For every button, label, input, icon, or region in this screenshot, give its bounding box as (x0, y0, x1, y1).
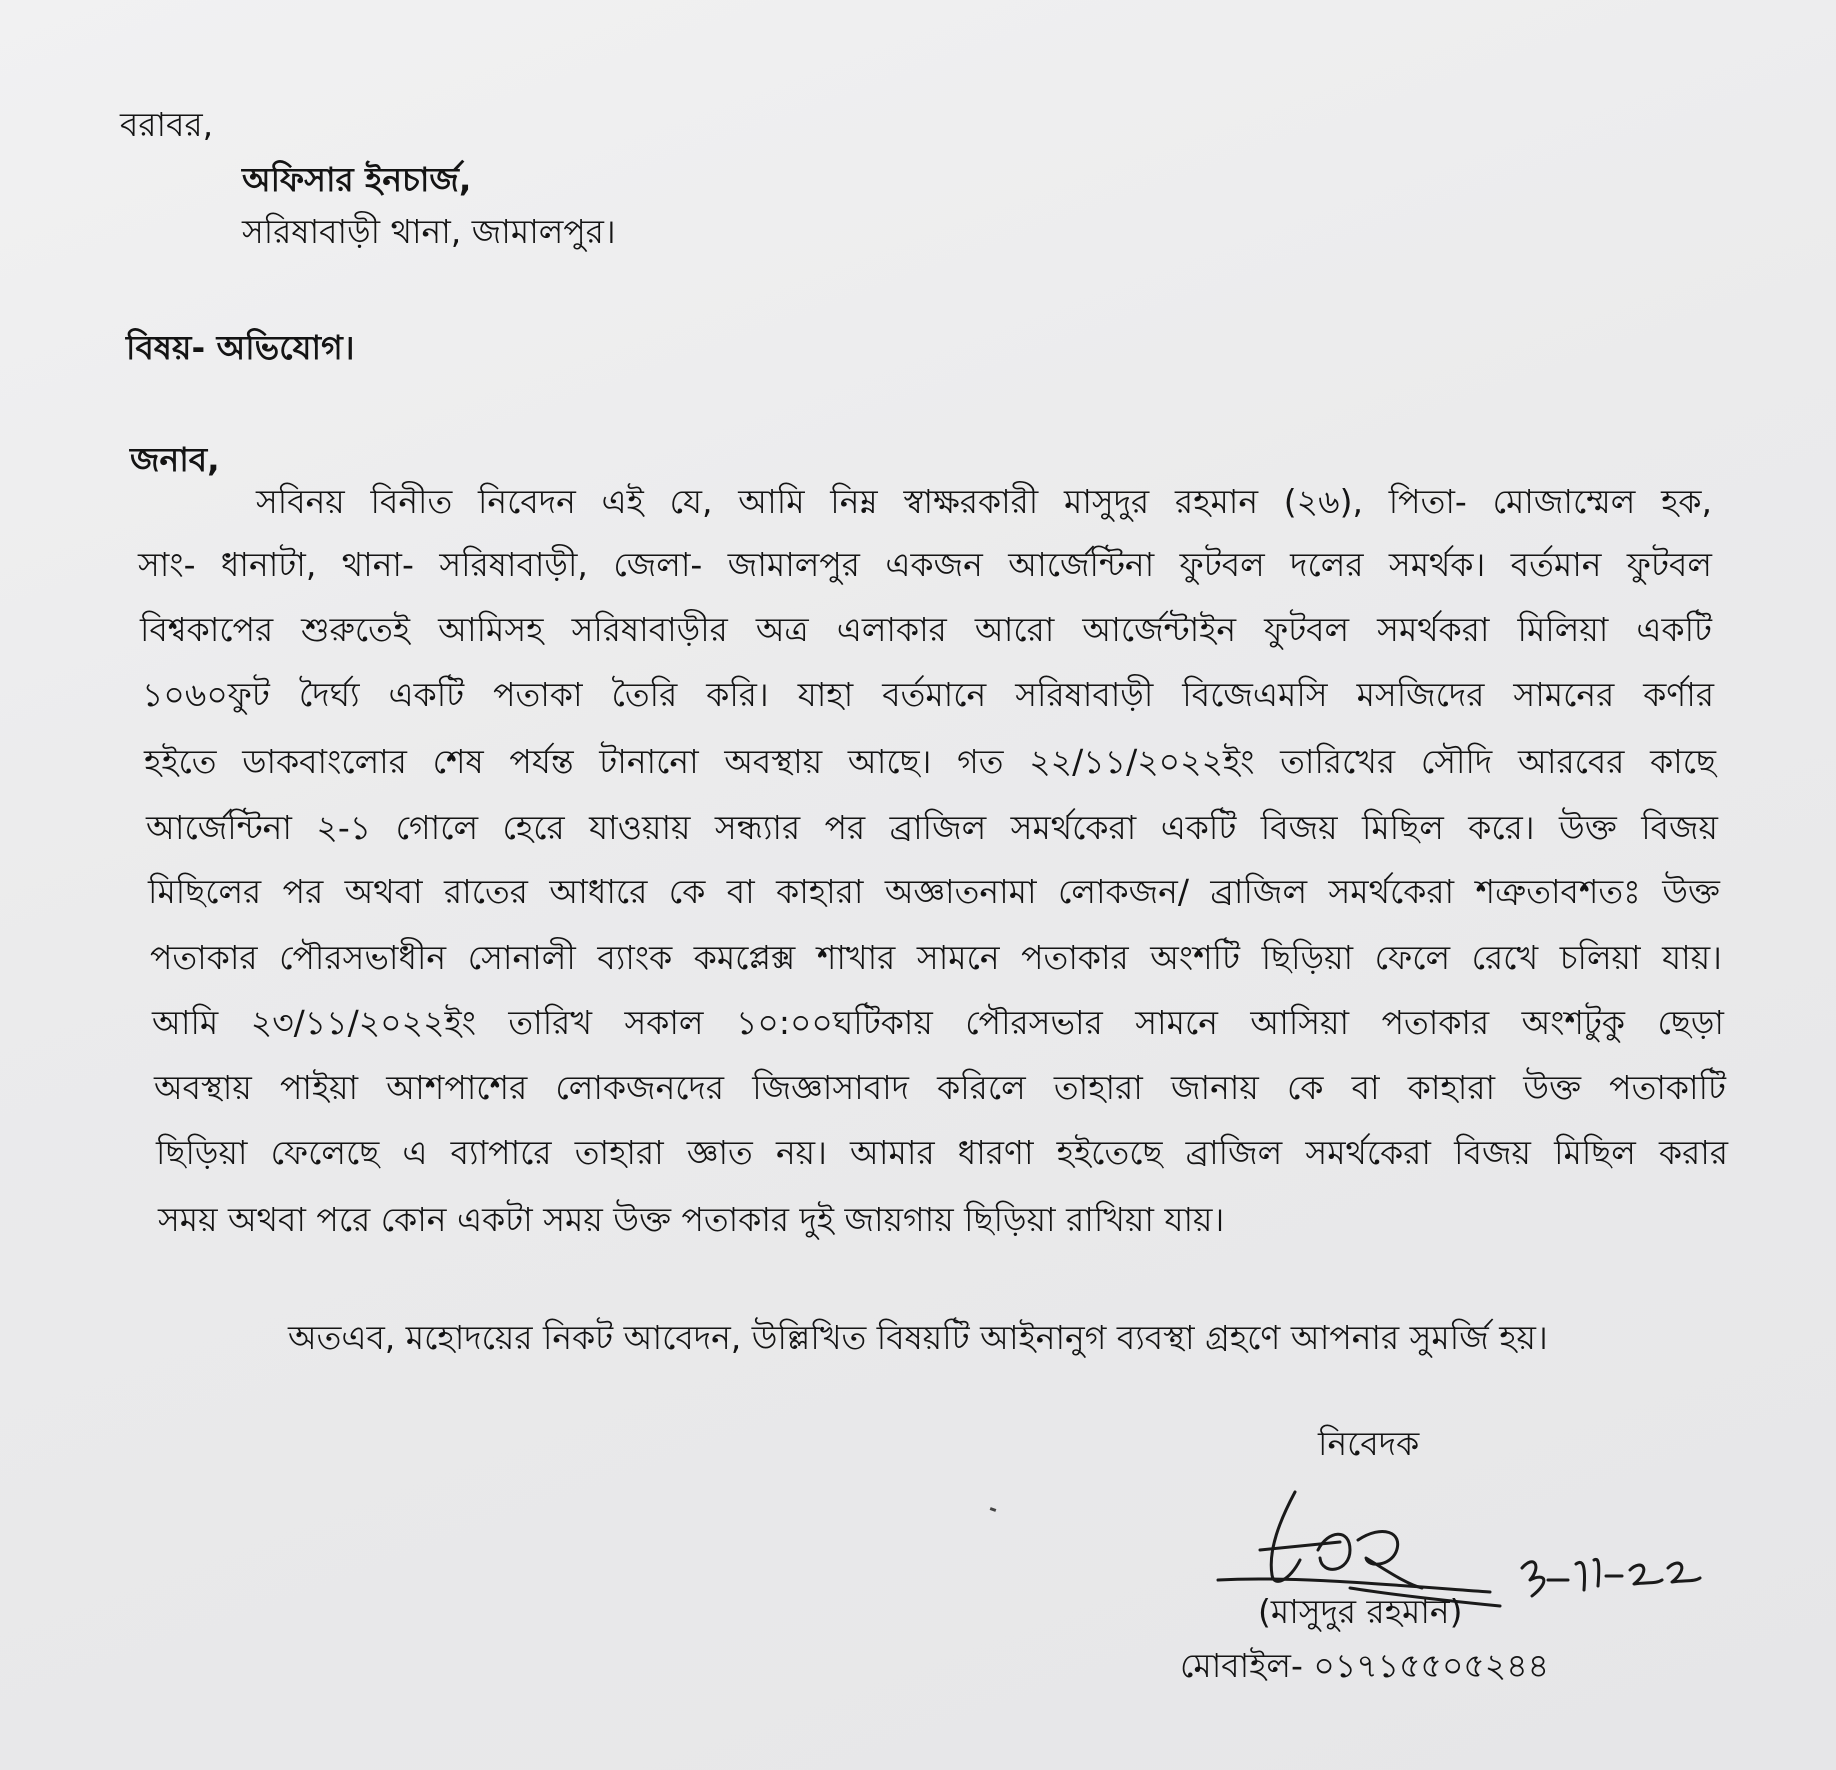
body-line-4: ১০৬০ফুট দৈর্ঘ্য একটি পতাকা তৈরি করি। যাহা বর্তমানে সরিষাবাড়ী বিজেএমসি মসজিদের সামনের কর্ণার (142, 675, 1714, 714)
recipient-address: সরিষাবাড়ী থানা, জামালপুর। (242, 212, 616, 251)
body-line-7: মিছিলের পর অথবা রাতের আধারে কে বা কাহারা অজ্ঞাতনামা লোকজন/ ব্রাজিল সমর্থকেরা শত্রুতাবশতঃ উক্ত (148, 872, 1720, 911)
body-line-8: পতাকার পৌরসভাধীন সোনালী ব্যাংক কমপ্লেক্স শাখার সামনে পতাকার অংশটি ছিড়িয়া ফেলে রেখে চলিয়া যায়। (150, 938, 1722, 977)
signature-date: 23-11-22 (1555, 1575, 1565, 1577)
recipient-title: অফিসার ইনচার্জ, (242, 160, 472, 199)
sender-name: (মাসুদুর রহমান) (1258, 1592, 1463, 1631)
body-line-11: ছিড়িয়া ফেলেছে এ ব্যাপারে তাহারা জ্ঞাত নয়। আমার ধারণা হইতেছে ব্রাজিল সমর্থকেরা বিজয় মিছিল করার (156, 1133, 1728, 1172)
body-line-9: আমি ২৩/১১/২০২২ইং তারিখ সকাল ১০:০০ঘটিকায় পৌরসভার সামনে আসিয়া পতাকার অংশটুকু ছেড়া (152, 1003, 1724, 1042)
subject-line: বিষয়- অভিযোগ। (126, 328, 355, 367)
body-line-6: আর্জেন্টিনা ২-১ গোলে হেরে যাওয়ায় সন্ধ্যার পর ব্রাজিল সমর্থকেরা একটি বিজয় মিছিল করে। উক্ত বিজয় (146, 808, 1718, 847)
body-line-12: সময় অথবা পরে কোন একটা সময় উক্ত পতাকার দুই জায়গায় ছিড়িয়া রাখিয়া যায়। (158, 1200, 1225, 1239)
salutation-to: বরাবর, (120, 105, 214, 144)
body-line-3: বিশ্বকাপের শুরুতেই আমিসহ সরিষাবাড়ীর অত্র এলাকার আরো আর্জেন্টাইন ফুটবল সমর্থকরা মিলিয়া একটি (140, 610, 1712, 649)
sign-label: নিবেদক (1318, 1424, 1420, 1463)
body-line-2: সাং- ধানাটা, থানা- সরিষাবাড়ী, জেলা- জামালপুর একজন আর্জেন্টিনা ফুটবল দলের সমর্থক। বর্তমান ফুটবল (138, 545, 1712, 584)
body-line-10: অবস্থায় পাইয়া আশপাশের লোকজনদের জিজ্ঞাসাবাদ করিলে তাহারা জানায় কে বা কাহারা উক্ত পতাকাটি (154, 1068, 1726, 1107)
greeting: জনাব, (130, 440, 220, 479)
stray-mark (990, 1507, 997, 1512)
sender-mobile: মোবাইল- ০১৭১৫৫০৫২৪৪ (1180, 1646, 1550, 1685)
closing-request: অতএব, মহোদয়ের নিকট আবেদন, উল্লিখিত বিষয়টি আইনানুগ ব্যবস্থা গ্রহণে আপনার সুমর্জি হয়। (288, 1318, 1548, 1357)
body-line-5: হইতে ডাকবাংলোর শেষ পর্যন্ত টানানো অবস্থায় আছে। গত ২২/১১/২০২২ইং তারিখের সৌদি আরবের কাছে (144, 742, 1716, 781)
body-line-1: সবিনয় বিনীত নিবেদন এই যে, আমি নিম্ন স্বাক্ষরকারী মাসুদুর রহমান (২৬), পিতা- মোজাম্মেল হক, (256, 482, 1712, 521)
